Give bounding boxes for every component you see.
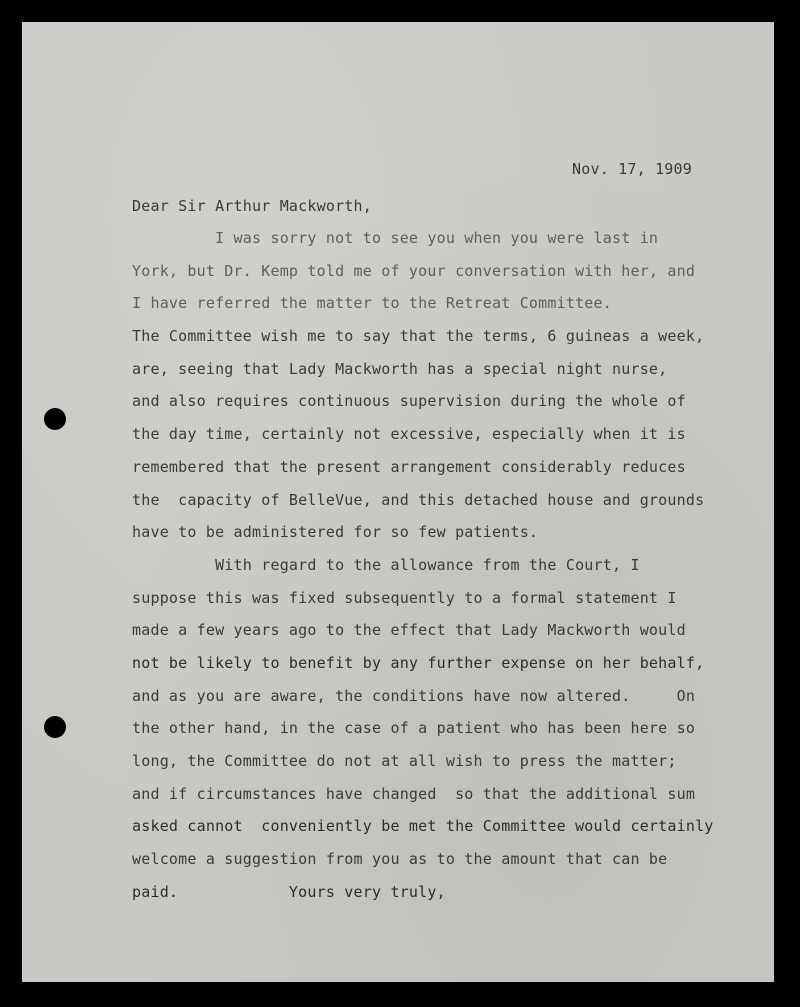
body-line: suppose this was fixed subsequently to a formal statement I xyxy=(132,588,677,607)
body-line: the capacity of BelleVue, and this detached house and grounds xyxy=(132,490,705,509)
body-line: remembered that the present arrangement considerably reduces xyxy=(132,457,686,476)
body-line: With regard to the allowance from the Court, I xyxy=(132,555,640,574)
punch-hole-top xyxy=(44,408,66,430)
body-line: asked cannot conveniently be met the Committee would certainly xyxy=(132,817,714,836)
body-line: and as you are aware, the conditions have now altered. On xyxy=(132,686,696,705)
body-line: have to be administered for so few patients. xyxy=(132,523,539,542)
body-line: and also requires continuous supervision during the whole of xyxy=(132,392,686,411)
body-line: the day time, certainly not excessive, especially when it is xyxy=(132,425,686,444)
body-line: The Committee wish me to say that the terms, 6 guineas a week, xyxy=(132,327,705,346)
letter-salutation: Dear Sir Arthur Mackworth, xyxy=(132,197,372,215)
body-line: York, but Dr. Kemp told me of your conversation with her, and xyxy=(132,261,696,280)
body-line: not be likely to benefit by any further expense on her behalf, xyxy=(132,653,705,672)
body-line: long, the Committee do not at all wish to press the matter; xyxy=(132,752,677,770)
body-line: are, seeing that Lady Mackworth has a special night nurse, xyxy=(132,359,668,378)
body-line: welcome a suggestion from you as to the amount that can be xyxy=(132,850,668,869)
closing-line: paid. Yours very truly, xyxy=(132,882,446,901)
body-line: made a few years ago to the effect that Lady Mackworth would xyxy=(132,621,686,640)
body-line: I was sorry not to see you when you were last in xyxy=(132,229,659,247)
letter-body xyxy=(132,228,714,914)
letter-date: Nov. 17, 1909 xyxy=(572,160,692,178)
body-line: I have referred the matter to the Retreat Committee. xyxy=(132,294,612,313)
punch-hole-bottom xyxy=(44,716,66,738)
body-line: the other hand, in the case of a patient who has been here so xyxy=(132,719,696,738)
body-line: and if circumstances have changed so that the additional sum xyxy=(132,784,696,803)
